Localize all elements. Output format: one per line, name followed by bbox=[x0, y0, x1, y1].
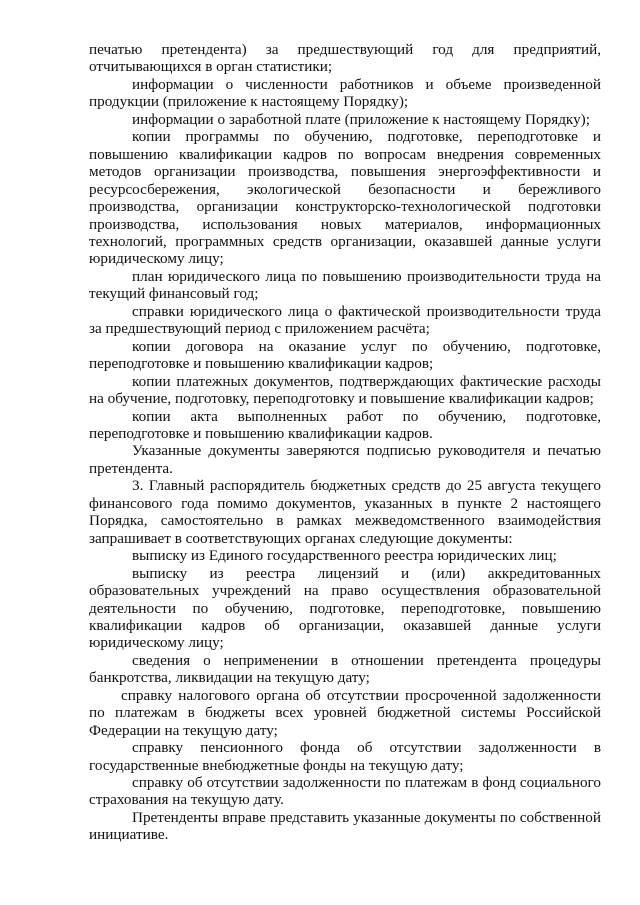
paragraph-list-item: сведения о неприменении в отношении претендента процедуры банкротства, ликвидации на текущую дату; bbox=[89, 651, 601, 687]
paragraph-list-item: выписку из реестра лицензий и (или) аккредитованных образовательных учреждений на право осуществления образовательной деятельности по обучению, подготовке, переподготовке, повышению квалификации кадров об организации, оказавшей данные услуги юридическому лицу; bbox=[89, 564, 601, 652]
paragraph-list-item: справку об отсутствии задолженности по платежам в фонд социального страхования на текущую дату. bbox=[89, 774, 601, 809]
paragraph-list-item: копии программы по обучению, подготовке, переподготовке и повышению квалификации кадров по вопросам внедрения современных методов организации производства, повышения энергоэффективности и ресурсосбережения, экологической безопасности и бережливого производства, организации конструкторско-технологической подготовки производства, использования новых материалов, информационных технологий, программных средств организации, оказавшей данные услуги юридическому лицу; bbox=[89, 128, 601, 268]
paragraph: Претенденты вправе представить указанные документы по собственной инициативе. bbox=[89, 808, 601, 844]
paragraph: Указанные документы заверяются подписью руководителя и печатью претендента. bbox=[89, 442, 601, 477]
paragraph-list-item: информации о численности работников и объеме произведенной продукции (приложение к настоящему Порядку); bbox=[89, 75, 601, 111]
paragraph-list-item: план юридического лица по повышению производительности труда на текущий финансовый год; bbox=[89, 267, 601, 303]
paragraph-list-item: выписку из Единого государственного реестра юридических лиц; bbox=[132, 547, 557, 565]
paragraph-list-item: информации о заработной плате (приложение к настоящему Порядку); bbox=[132, 110, 590, 128]
document-body bbox=[89, 41, 601, 844]
paragraph-list-item: копии акта выполненных работ по обучению, подготовке, переподготовке и повышению квалификации кадров. bbox=[89, 407, 601, 442]
paragraph-clause-3: 3. Главный распорядитель бюджетных средств до 25 августа текущего финансового года помимо документов, указанных в пункте 2 настоящего Порядка, самостоятельно в рамках межведомственного взаимодействия запрашивает в соответствующих органах следующие документы: bbox=[89, 477, 601, 547]
paragraph-continuation: печатью претендента) за предшествующий год для предприятий, отчитывающихся в орган статистики; bbox=[89, 41, 601, 76]
paragraph-list-item: справки юридического лица о фактической производительности труда за предшествующий период с приложением расчёта; bbox=[89, 302, 601, 338]
paragraph-list-item: копии договора на оказание услуг по обучению, подготовке, переподготовке и повышению квалификации кадров; bbox=[89, 337, 601, 373]
paragraph-list-item: справку пенсионного фонда об отсутствии задолженности в государственные внебюджетные фонды на текущую дату; bbox=[89, 739, 601, 774]
paragraph-list-item: справку налогового органа об отсутствии просроченной задолженности по платежам в бюджеты всех уровней бюджетной системы Российской Федерации на текущую дату; bbox=[89, 686, 601, 739]
paragraph-list-item: копии платежных документов, подтверждающих фактические расходы на обучение, подготовку, переподготовку и повышение квалификации кадров; bbox=[89, 372, 601, 408]
